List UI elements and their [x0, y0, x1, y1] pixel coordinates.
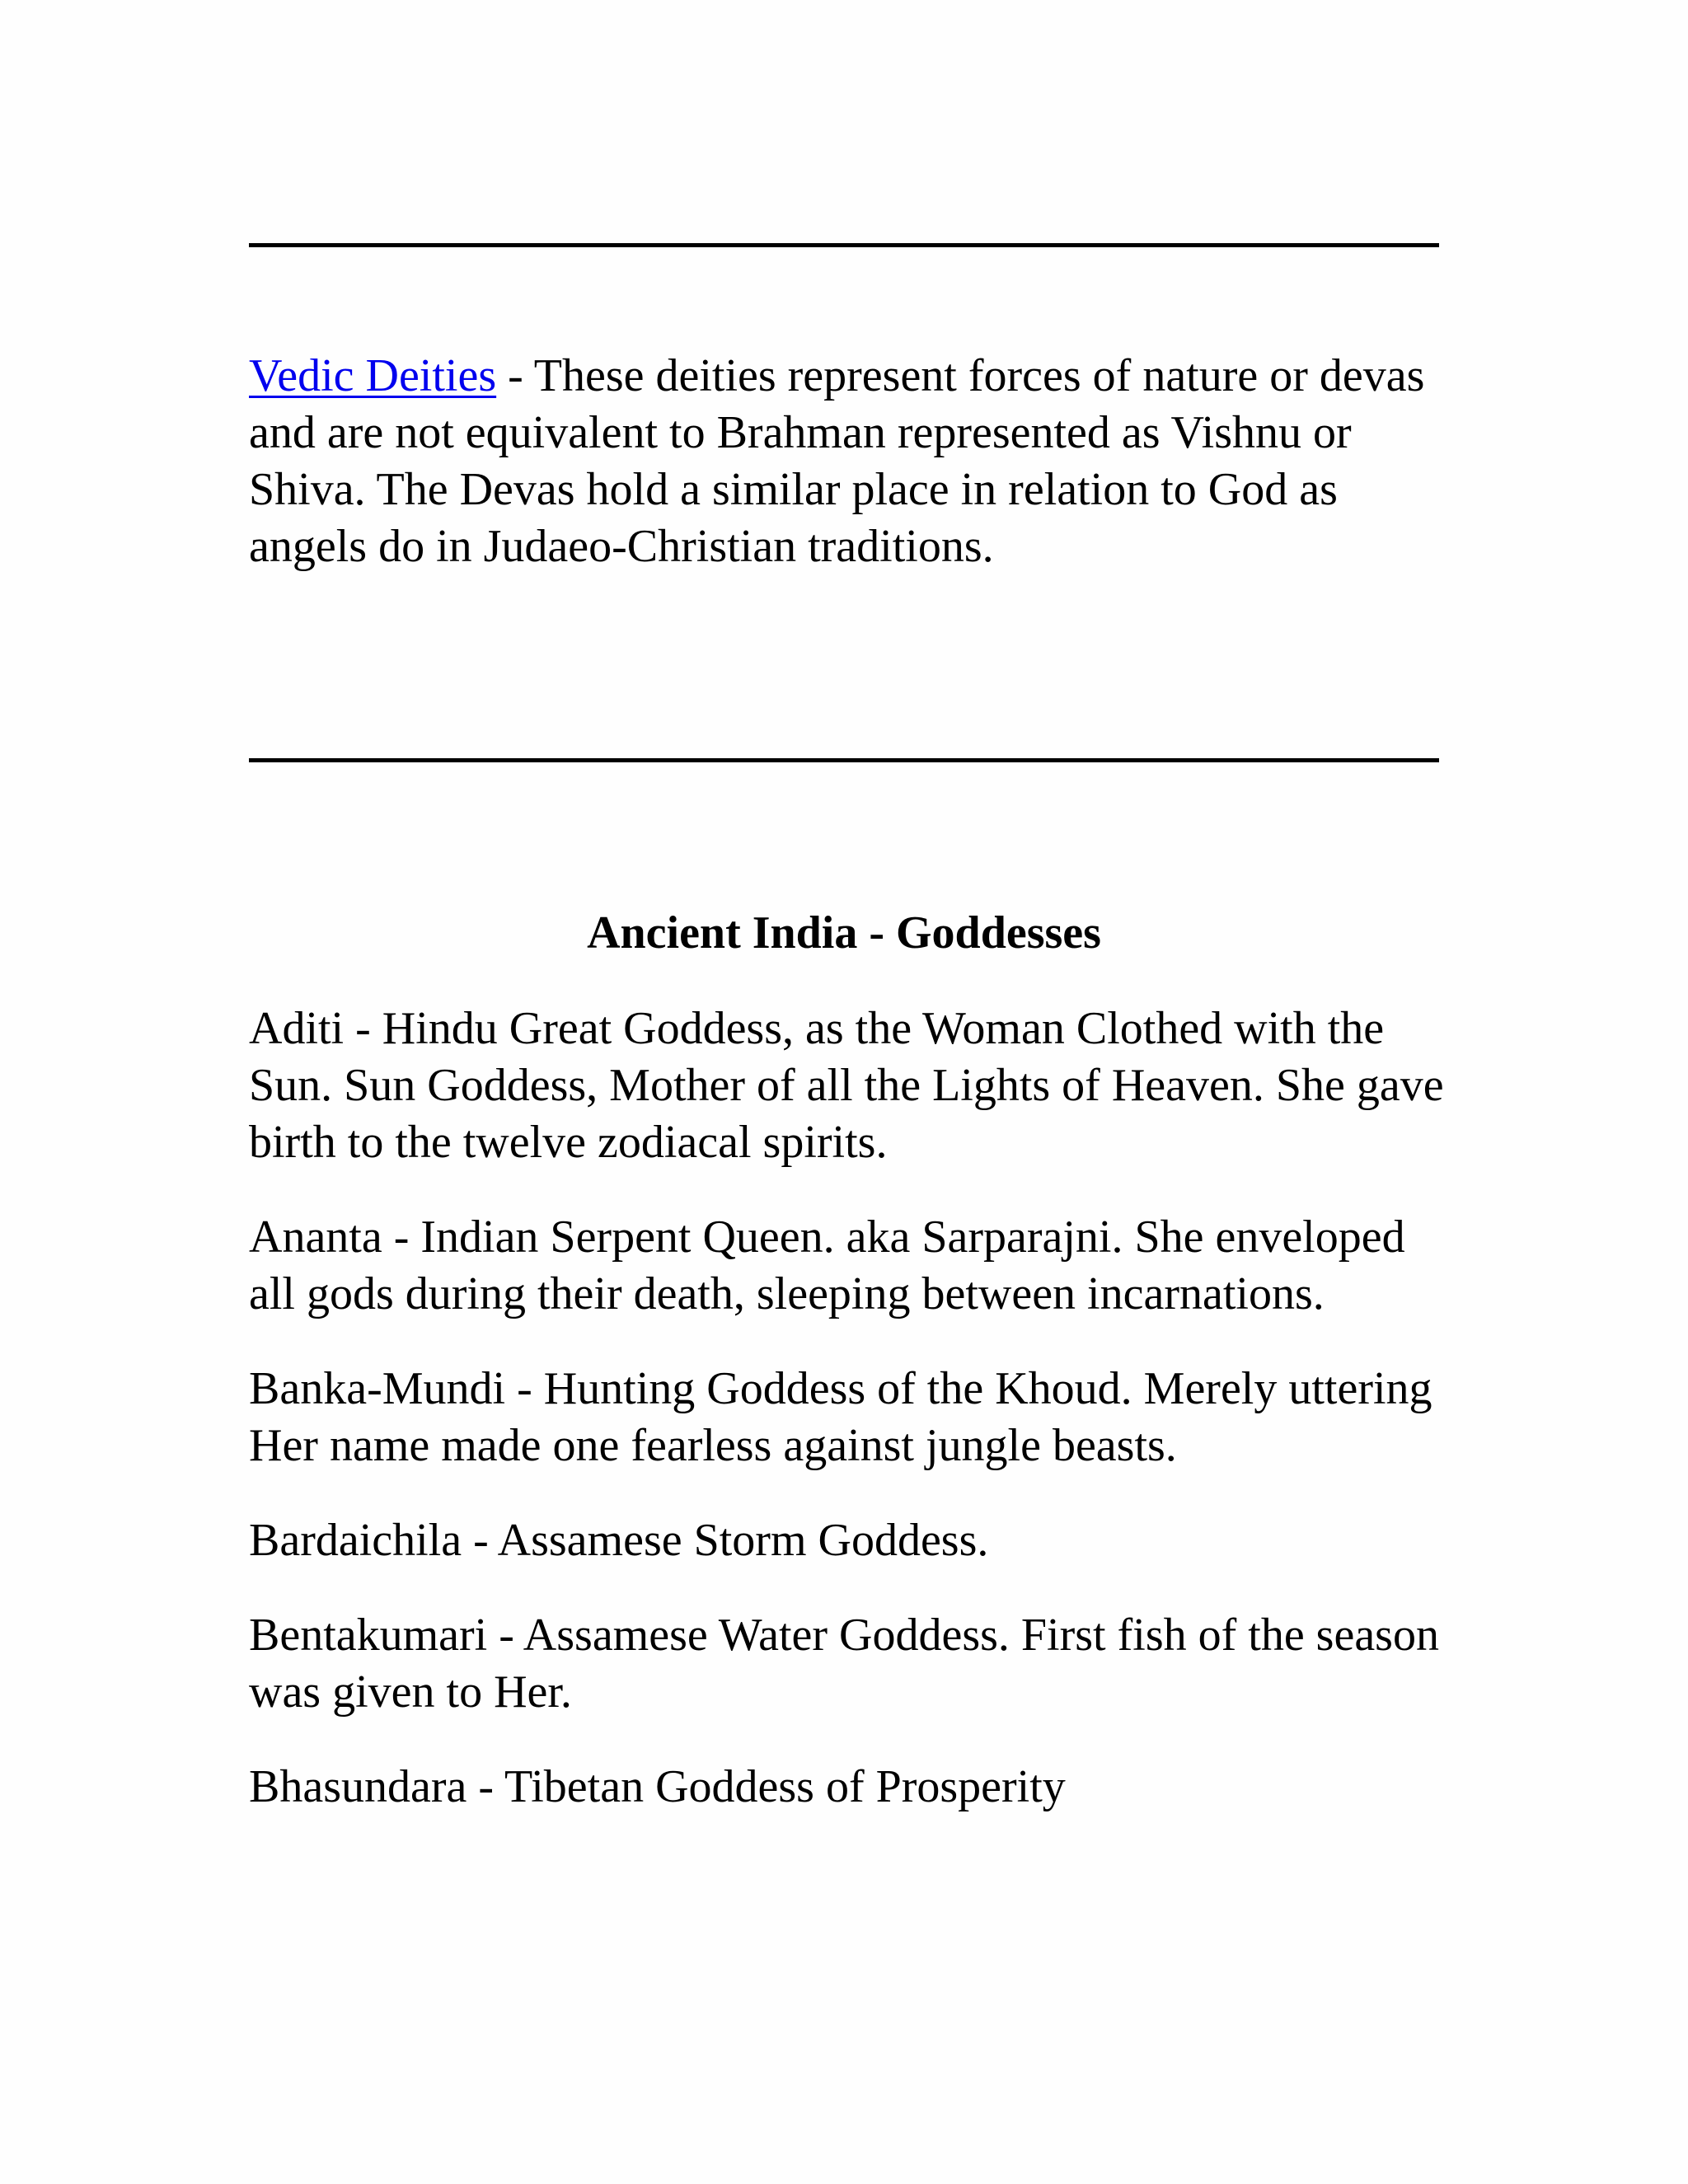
section-heading: Ancient India - Goddesses	[587, 907, 1101, 958]
list-item: Bentakumari - Assamese Water Goddess. First fish of the season was given to Her.	[249, 1610, 1439, 1718]
intro-text: - These deities represent forces of nature or devas and are not equivalent to Brahman represented as Vishnu or Shiva. The Devas hold a similar place in relation to God as angels do in Judaeo-Christian traditions.	[249, 350, 1425, 572]
list-item: Banka-Mundi - Hunting Goddess of the Khoud. Merely uttering Her name made one fearless against jungle beasts.	[249, 1363, 1432, 1471]
list-item: Aditi - Hindu Great Goddess, as the Woman Clothed with the Sun. Sun Goddess, Mother of all the Lights of Heaven. She gave birth to the twelve zodiacal spirits.	[249, 1003, 1444, 1168]
list-item: Ananta - Indian Serpent Queen. aka Sarparajni. She enveloped all gods during their death, sleeping between incarnations.	[249, 1212, 1405, 1319]
list-item: Bardaichila - Assamese Storm Goddess.	[249, 1515, 989, 1566]
list-item: Bhasundara - Tibetan Goddess of Prosperity	[249, 1761, 1066, 1812]
vedic-deities-link[interactable]: Vedic Deities	[249, 350, 497, 401]
horizontal-rule-middle	[249, 758, 1439, 762]
goddess-list	[249, 1001, 1452, 1854]
intro-paragraph	[249, 348, 1452, 575]
horizontal-rule-top	[249, 243, 1439, 247]
